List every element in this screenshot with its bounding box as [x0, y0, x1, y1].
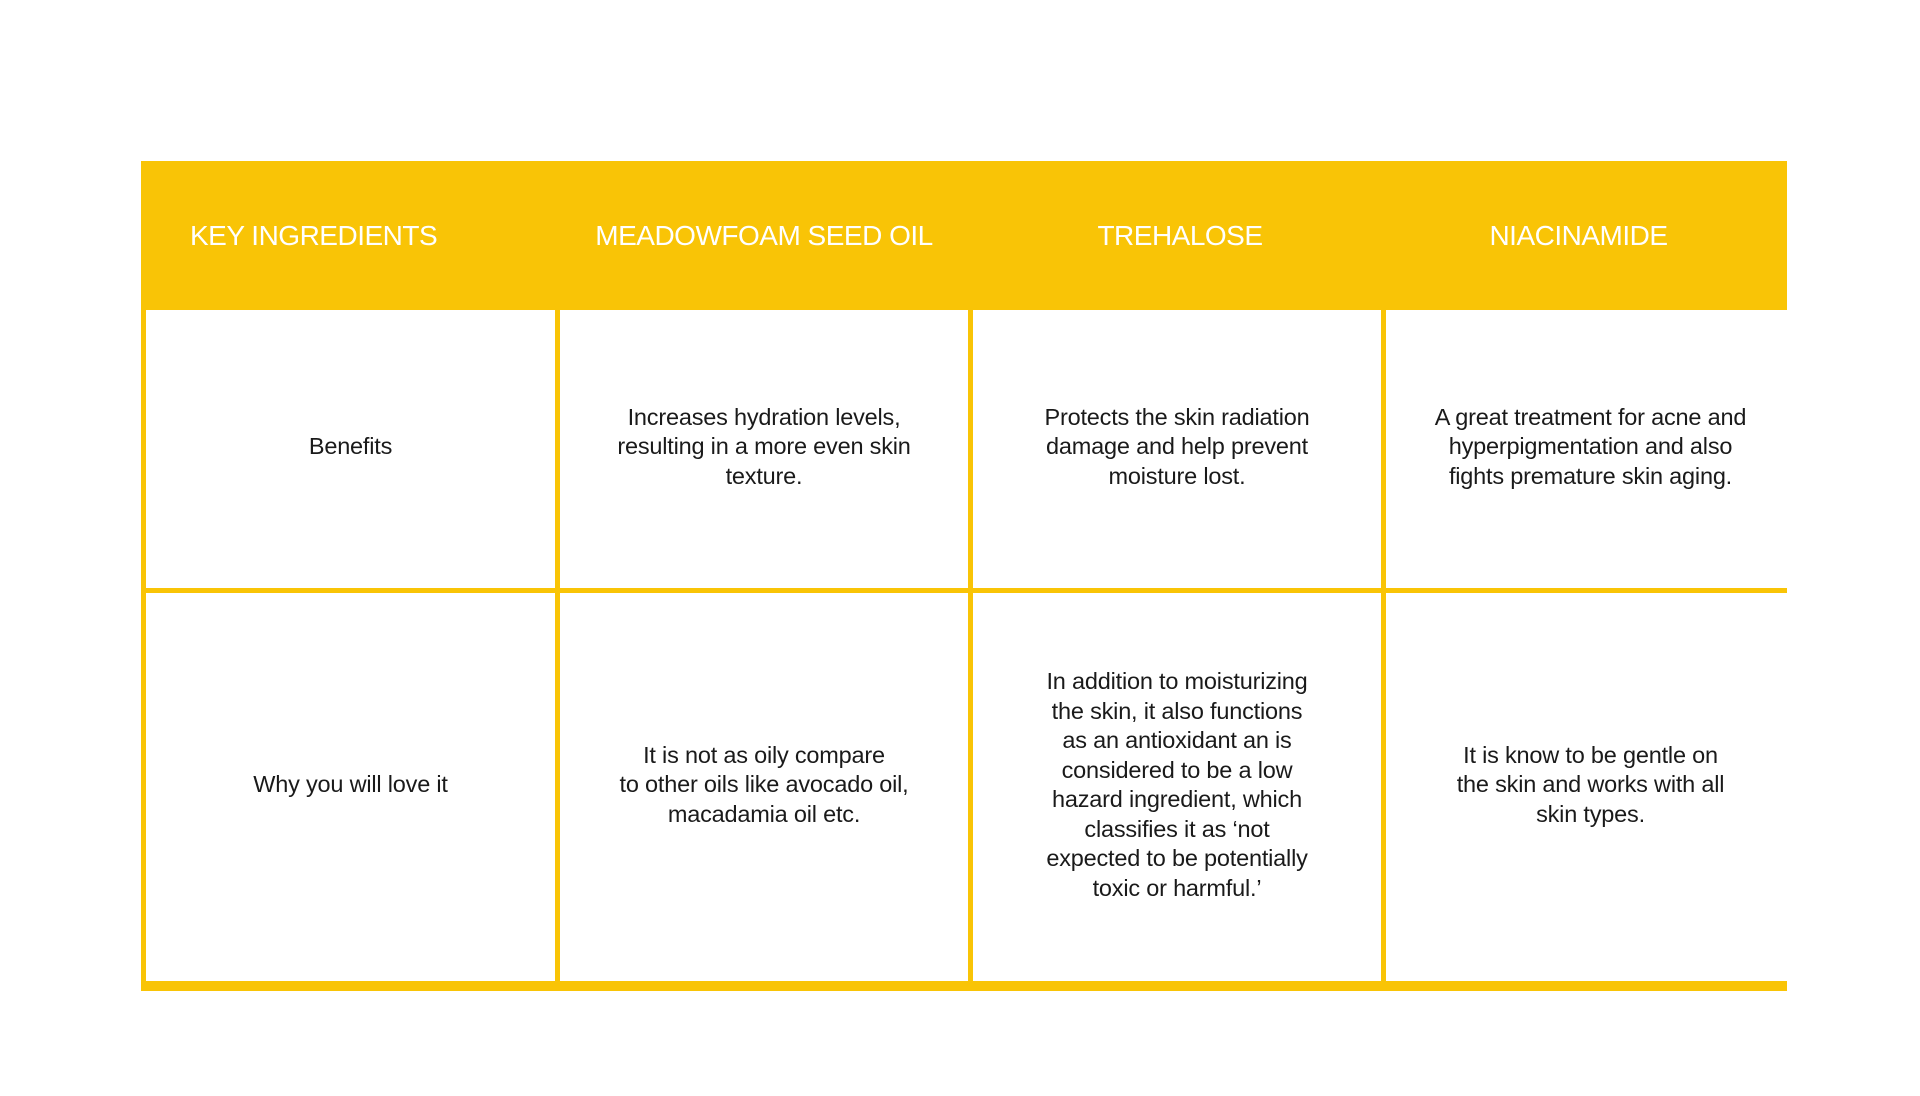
benefits-trehalose-text: Protects the skin radiation damage and help prevent moisture lost.: [1044, 403, 1310, 489]
benefits-meadowfoam-cell: [560, 310, 968, 588]
why-meadowfoam-text: It is not as oily compare to other oils like avocado oil, macadamia oil etc.: [619, 741, 909, 827]
why-niacinamide-text: It is know to be gentle on the skin and works with all skin types.: [1456, 741, 1725, 827]
header-key-ingredients: KEY INGREDIENTS: [190, 220, 438, 251]
benefits-meadowfoam-text: Increases hydration levels, resulting in a more even skin texture.: [617, 403, 911, 489]
ingredients-table: [141, 161, 1787, 991]
benefits-niacinamide-text: A great treatment for acne and hyperpigmentation and also fights premature skin aging.: [1434, 403, 1747, 489]
why-trehalose-cell: [973, 593, 1381, 981]
why-niacinamide-cell: [1386, 593, 1795, 981]
header-niacinamide: NIACINAMIDE: [1489, 220, 1668, 251]
why-label: Why you will love it: [253, 771, 448, 798]
benefits-trehalose-cell: [973, 310, 1381, 588]
benefits-niacinamide-cell: [1386, 310, 1795, 588]
header-meadowfoam-seed-oil: MEADOWFOAM SEED OIL: [595, 220, 933, 251]
header-trehalose: TREHALOSE: [1097, 220, 1263, 251]
benefits-label: Benefits: [308, 433, 393, 460]
why-meadowfoam-cell: [560, 593, 968, 981]
row-label-why-you-will-love-it: [146, 593, 555, 981]
why-trehalose-text: In addition to moisturizing the skin, it also functions as an antioxidant an is considered to be a low hazard ingredient, which classifies it as ‘not expected to be potentially toxic or harmful.’: [1046, 668, 1308, 901]
row-label-benefits: [146, 310, 555, 588]
